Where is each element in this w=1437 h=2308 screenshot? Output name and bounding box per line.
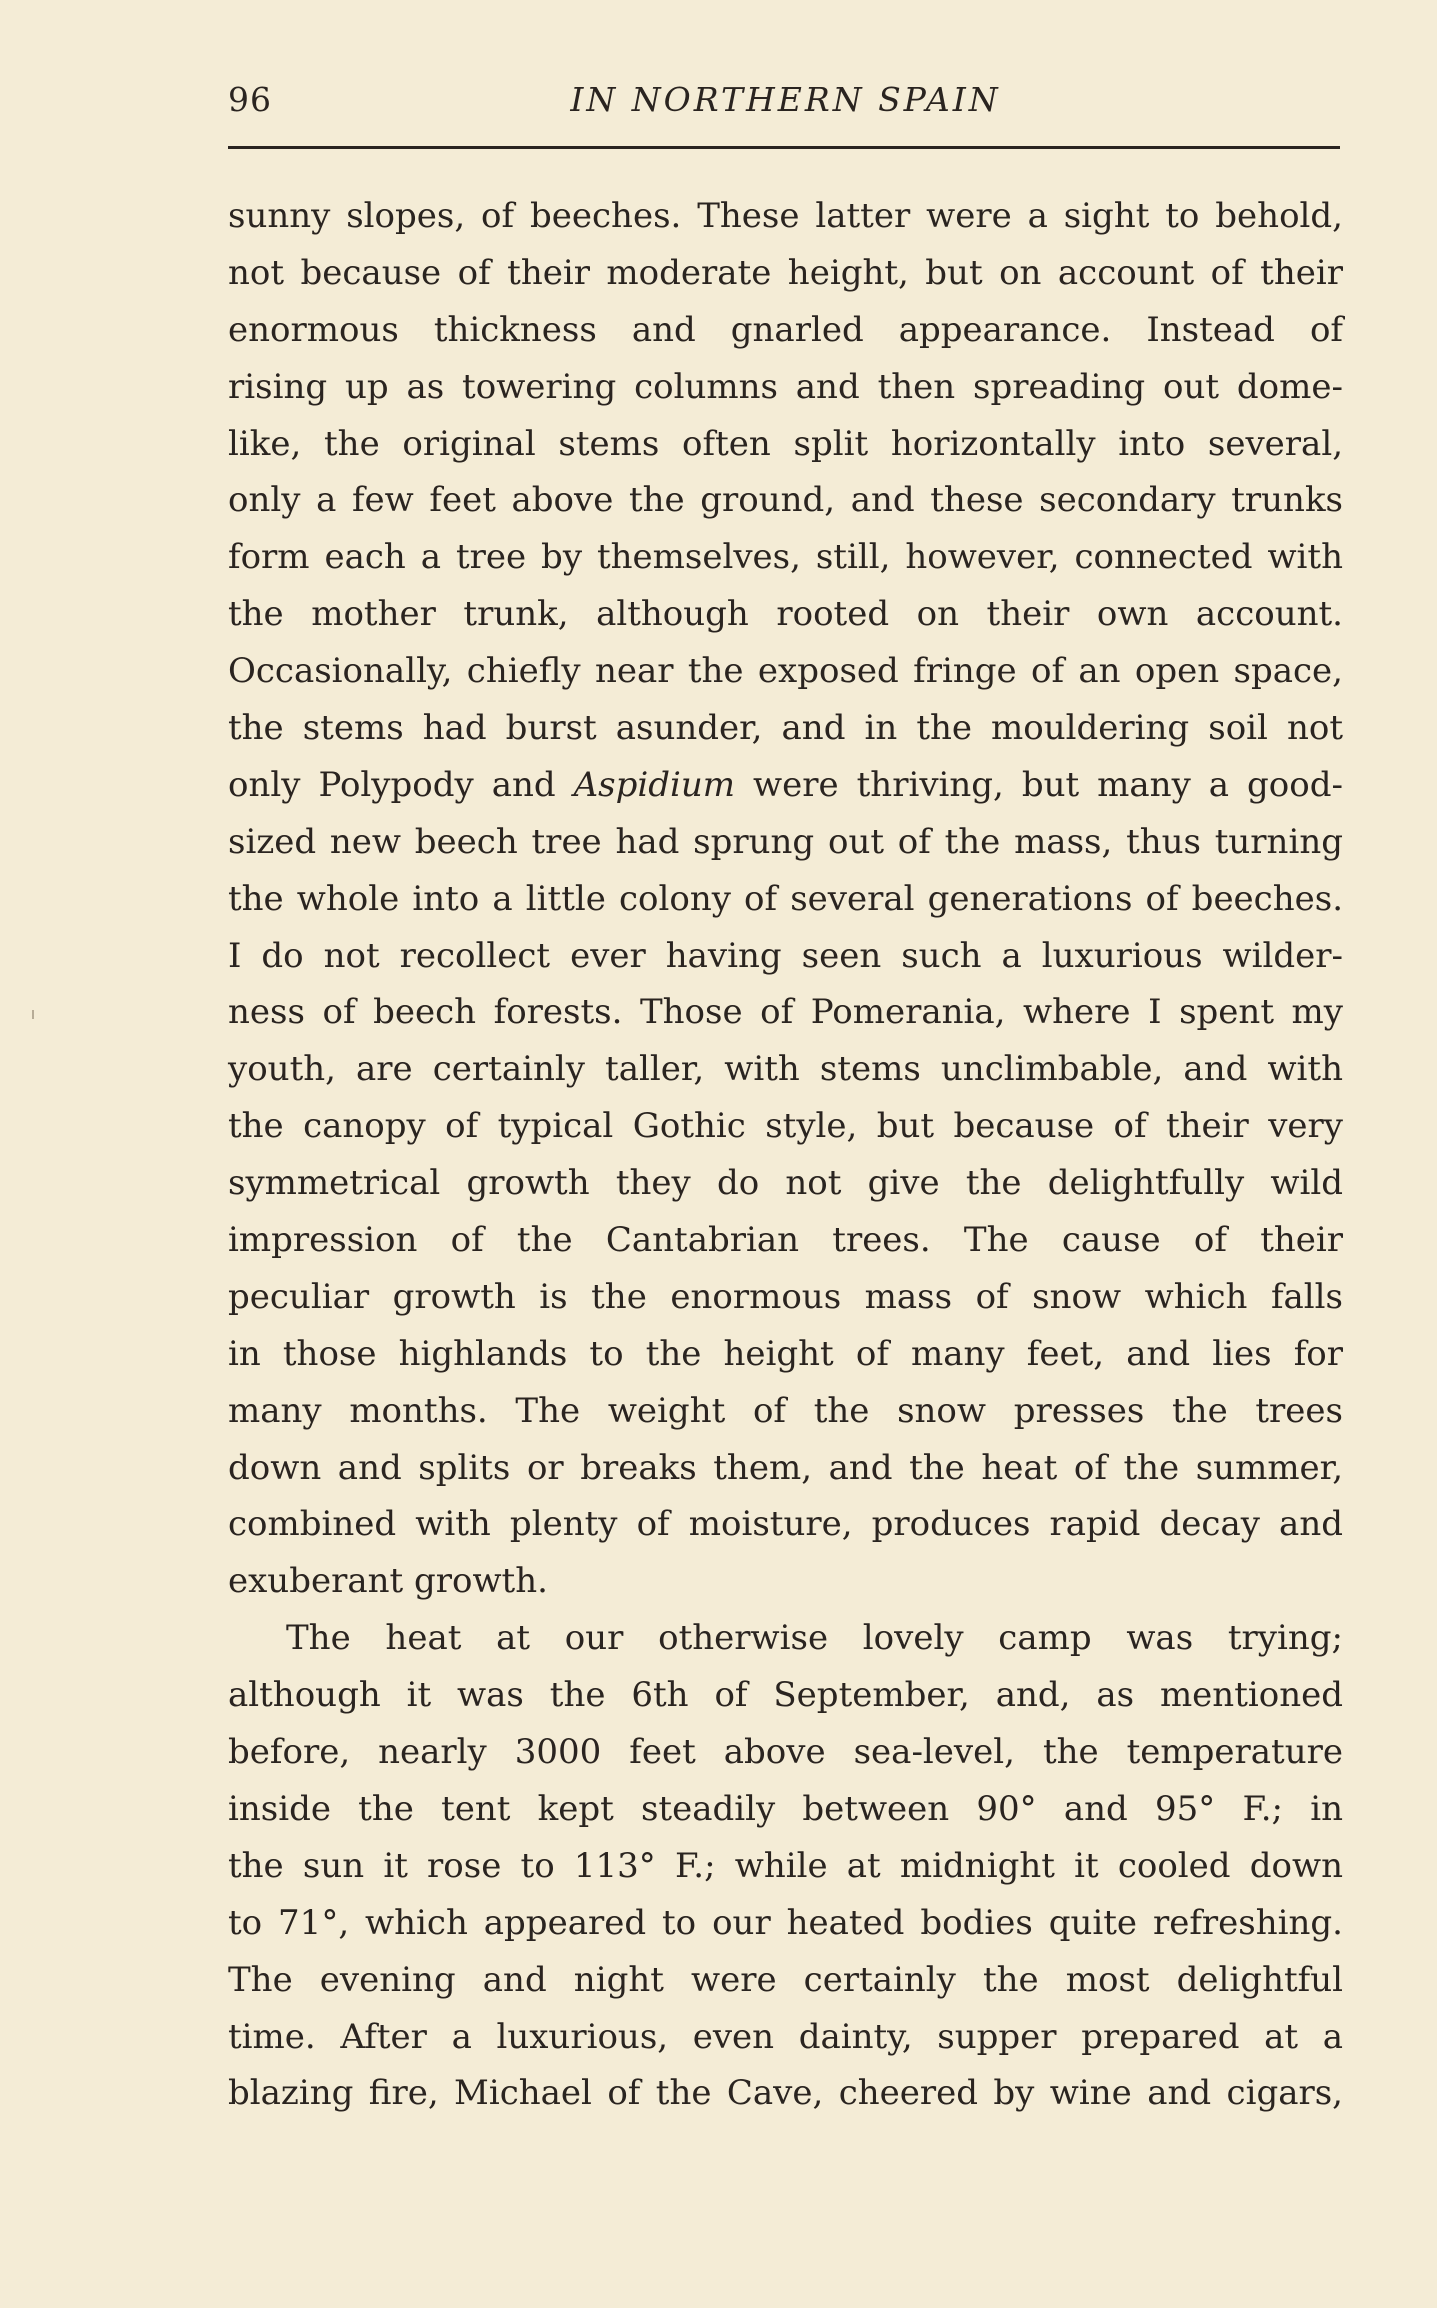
text-line: the stems had burst asunder, and in the mouldering soil not xyxy=(228,708,1343,749)
text-line: time. After a luxurious, even dainty, supper prepared at a xyxy=(228,2016,1343,2057)
text-line: exuberant growth. xyxy=(228,1561,548,1602)
header-rule xyxy=(228,146,1340,149)
text-line: impression of the Cantabrian trees. The cause of their xyxy=(228,1220,1343,1261)
text-line: the whole into a little colony of several generations of beeches. xyxy=(228,878,1343,919)
text-line: The heat at our otherwise lovely camp was trying; xyxy=(286,1618,1343,1659)
text-line: enormous thickness and gnarled appearance. Instead of xyxy=(228,309,1343,350)
text-line: down and splits or breaks them, and the heat of the summer, xyxy=(228,1447,1343,1488)
text-line: like, the original stems often split horizontally into several, xyxy=(228,423,1343,464)
text-line: sized new beech tree had sprung out of the mass, thus turning xyxy=(228,821,1343,862)
page-number: 96 xyxy=(228,80,272,119)
text-line: not because of their moderate height, but on account of their xyxy=(228,252,1343,293)
text-line: in those highlands to the height of many feet, and lies for xyxy=(228,1333,1343,1374)
text-line xyxy=(228,757,1343,814)
text-line: combined with plenty of moisture, produces rapid decay and xyxy=(228,1504,1343,1545)
text-line: the canopy of typical Gothic style, but because of their very xyxy=(228,1106,1343,1147)
text-line: many months. The weight of the snow presses the trees xyxy=(228,1390,1343,1431)
page-header xyxy=(228,80,1343,130)
text-line: peculiar growth is the enormous mass of snow which falls xyxy=(228,1276,1343,1317)
text-line: Occasionally, chiefly near the exposed fringe of an open space, xyxy=(228,651,1343,692)
paragraph-1 xyxy=(228,188,1343,1610)
text-line: the sun it rose to 113° F.; while at midnight it cooled down xyxy=(228,1845,1343,1886)
text-line: I do not recollect ever having seen such a luxurious wilder- xyxy=(228,935,1343,976)
text-line: only a few feet above the ground, and these secondary trunks xyxy=(228,480,1343,521)
text-line: youth, are certainly taller, with stems unclimbable, and with xyxy=(228,1049,1343,1090)
italic-term: Aspidium xyxy=(573,764,736,805)
text-line: the mother trunk, although rooted on their own account. xyxy=(228,594,1343,635)
text-line: sunny slopes, of beeches. These latter were a sight to behold, xyxy=(228,196,1343,236)
text-line: rising up as towering columns and then spreading out dome- xyxy=(228,366,1343,407)
paragraph-2 xyxy=(228,1610,1343,2122)
text-line: form each a tree by themselves, still, however, connected with xyxy=(228,537,1343,578)
text-line: inside the tent kept steadily between 90° and 95° F.; in xyxy=(228,1788,1343,1829)
text-line: blazing fire, Michael of the Cave, cheered by wine and cigars, xyxy=(228,2073,1343,2114)
text-line: before, nearly 3000 feet above sea-level, the temperature xyxy=(228,1732,1343,1773)
running-title: IN NORTHERN SPAIN xyxy=(570,80,1001,119)
margin-mark xyxy=(32,1010,34,1019)
text-line: ness of beech forests. Those of Pomerania, where I spent my xyxy=(228,992,1343,1033)
text-line: The evening and night were certainly the most delightful xyxy=(228,1959,1343,2000)
text-line: symmetrical growth they do not give the delightfully wild xyxy=(228,1163,1343,1204)
text-line: to 71°, which appeared to our heated bodies quite refreshing. xyxy=(228,1902,1343,1943)
body-text xyxy=(228,188,1343,2122)
text-run: were thriving, but many a good- xyxy=(735,764,1344,805)
text-line: although it was the 6th of September, and, as mentioned xyxy=(228,1675,1343,1716)
text-run: only Polypody and xyxy=(228,764,574,805)
